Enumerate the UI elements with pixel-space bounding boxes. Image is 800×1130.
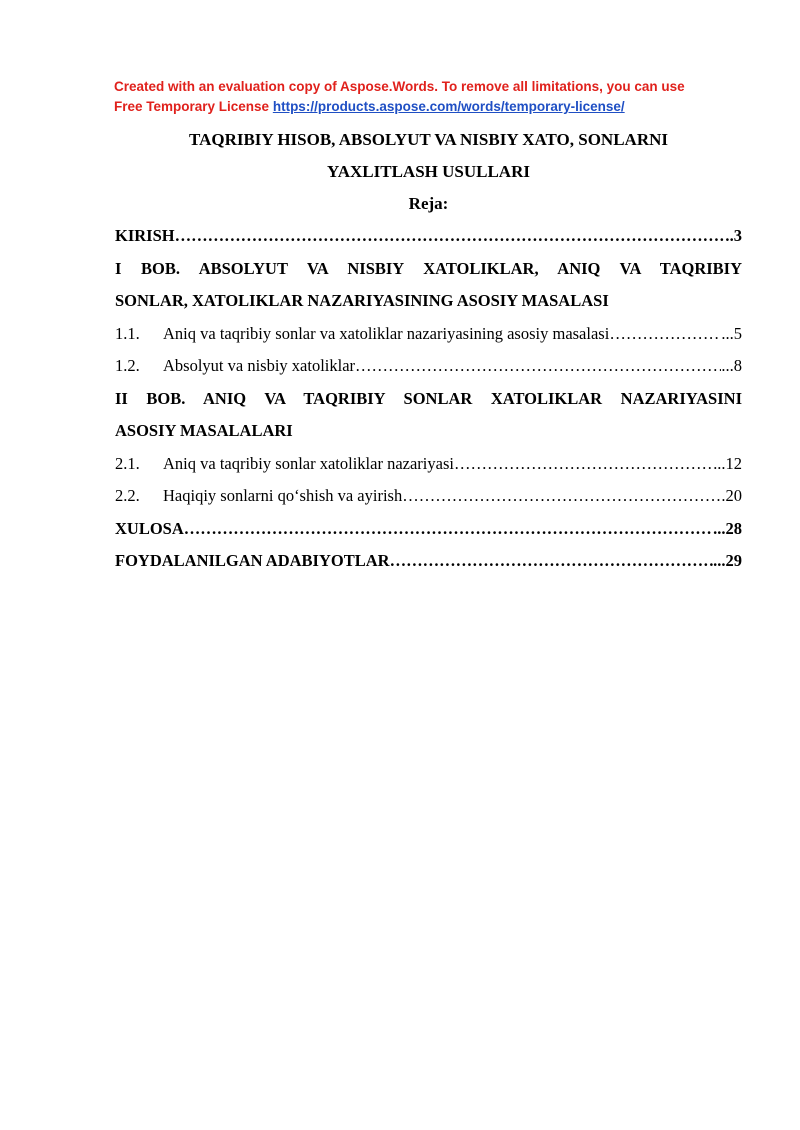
toc-entry-title: Absolyut va nisbiy xatoliklar bbox=[163, 356, 356, 375]
toc-leader-dots bbox=[355, 350, 721, 383]
plan-heading: Reja: bbox=[408, 194, 449, 213]
toc-entry-section-2-2 bbox=[115, 480, 742, 513]
toc-leader-dots bbox=[454, 448, 717, 481]
document-title-line-1: TAQRIBIY HISOB, ABSOLYUT VA NISBIY XATO, SONLARNI bbox=[189, 130, 668, 149]
toc-page-number: ...29 bbox=[713, 551, 742, 570]
toc-section-number: 1.2. bbox=[115, 356, 140, 375]
toc-leader-dots bbox=[390, 545, 714, 578]
toc-page-number: ...8 bbox=[721, 356, 742, 375]
toc-leader-dots bbox=[609, 318, 721, 351]
toc-entry-title: Aniq va taqribiy sonlar xatoliklar nazariyasi bbox=[163, 453, 454, 473]
toc-entry-conclusion bbox=[115, 513, 742, 546]
toc-entry-title: XULOSA bbox=[115, 518, 184, 538]
document-title-line-2: YAXLITLASH USULLARI bbox=[327, 162, 530, 181]
toc-entry-title: Aniq va taqribiy sonlar va xatoliklar nazariyasining asosiy masalasi bbox=[163, 323, 610, 343]
notice-license-text: Free Temporary License bbox=[114, 99, 273, 114]
toc-chapter-2 bbox=[115, 383, 742, 448]
toc-page-number: ...28 bbox=[713, 518, 742, 538]
toc-chapter-2-line-1: II BOB. ANIQ VA TAQRIBIY SONLAR XATOLIKLAR NAZARIYASINI bbox=[115, 388, 742, 408]
toc-leader-dots bbox=[175, 220, 730, 253]
toc-leader-dots bbox=[402, 480, 721, 513]
toc-chapter-1-line-2: SONLAR, XATOLIKLAR NAZARIYASINING ASOSIY MASALASI bbox=[115, 291, 609, 310]
toc-entry-title: KIRISH bbox=[115, 226, 175, 245]
toc-entry-section-2-1 bbox=[115, 448, 742, 481]
temporary-license-link[interactable]: https://products.aspose.com/words/temporary-license/ bbox=[272, 99, 625, 114]
toc-entry-title: FOYDALANILGAN ADABIYOTLAR bbox=[115, 551, 390, 570]
toc-chapter-1 bbox=[115, 253, 742, 318]
toc-entry-references bbox=[115, 545, 742, 578]
toc-page-number: ...5 bbox=[721, 323, 742, 343]
toc-entry-title: Haqiqiy sonlarni qo‘shish va ayirish bbox=[163, 486, 403, 505]
toc-entry-section-1-2 bbox=[115, 350, 742, 383]
toc-page-number: .20 bbox=[721, 486, 742, 505]
toc-page-number: ..12 bbox=[717, 453, 742, 473]
toc-entry-intro bbox=[115, 220, 742, 253]
toc-section-number: 1.1. bbox=[115, 323, 140, 343]
document-content bbox=[115, 124, 742, 578]
toc-section-number: 2.1. bbox=[115, 453, 140, 473]
notice-line-1: Created with an evaluation copy of Aspose.Words. To remove all limitations, you can use bbox=[114, 79, 685, 94]
evaluation-notice bbox=[114, 77, 754, 117]
toc-entry-section-1-1 bbox=[115, 318, 742, 351]
toc-page-number: .3 bbox=[729, 226, 742, 245]
toc-chapter-2-line-2: ASOSIY MASALALARI bbox=[115, 421, 293, 440]
toc-leader-dots bbox=[184, 513, 713, 546]
toc-chapter-1-line-1: I BOB. ABSOLYUT VA NISBIY XATOLIKLAR, ANIQ VA TAQRIBIY bbox=[115, 258, 742, 278]
toc-section-number: 2.2. bbox=[115, 486, 140, 505]
notice-line-2 bbox=[114, 97, 754, 117]
